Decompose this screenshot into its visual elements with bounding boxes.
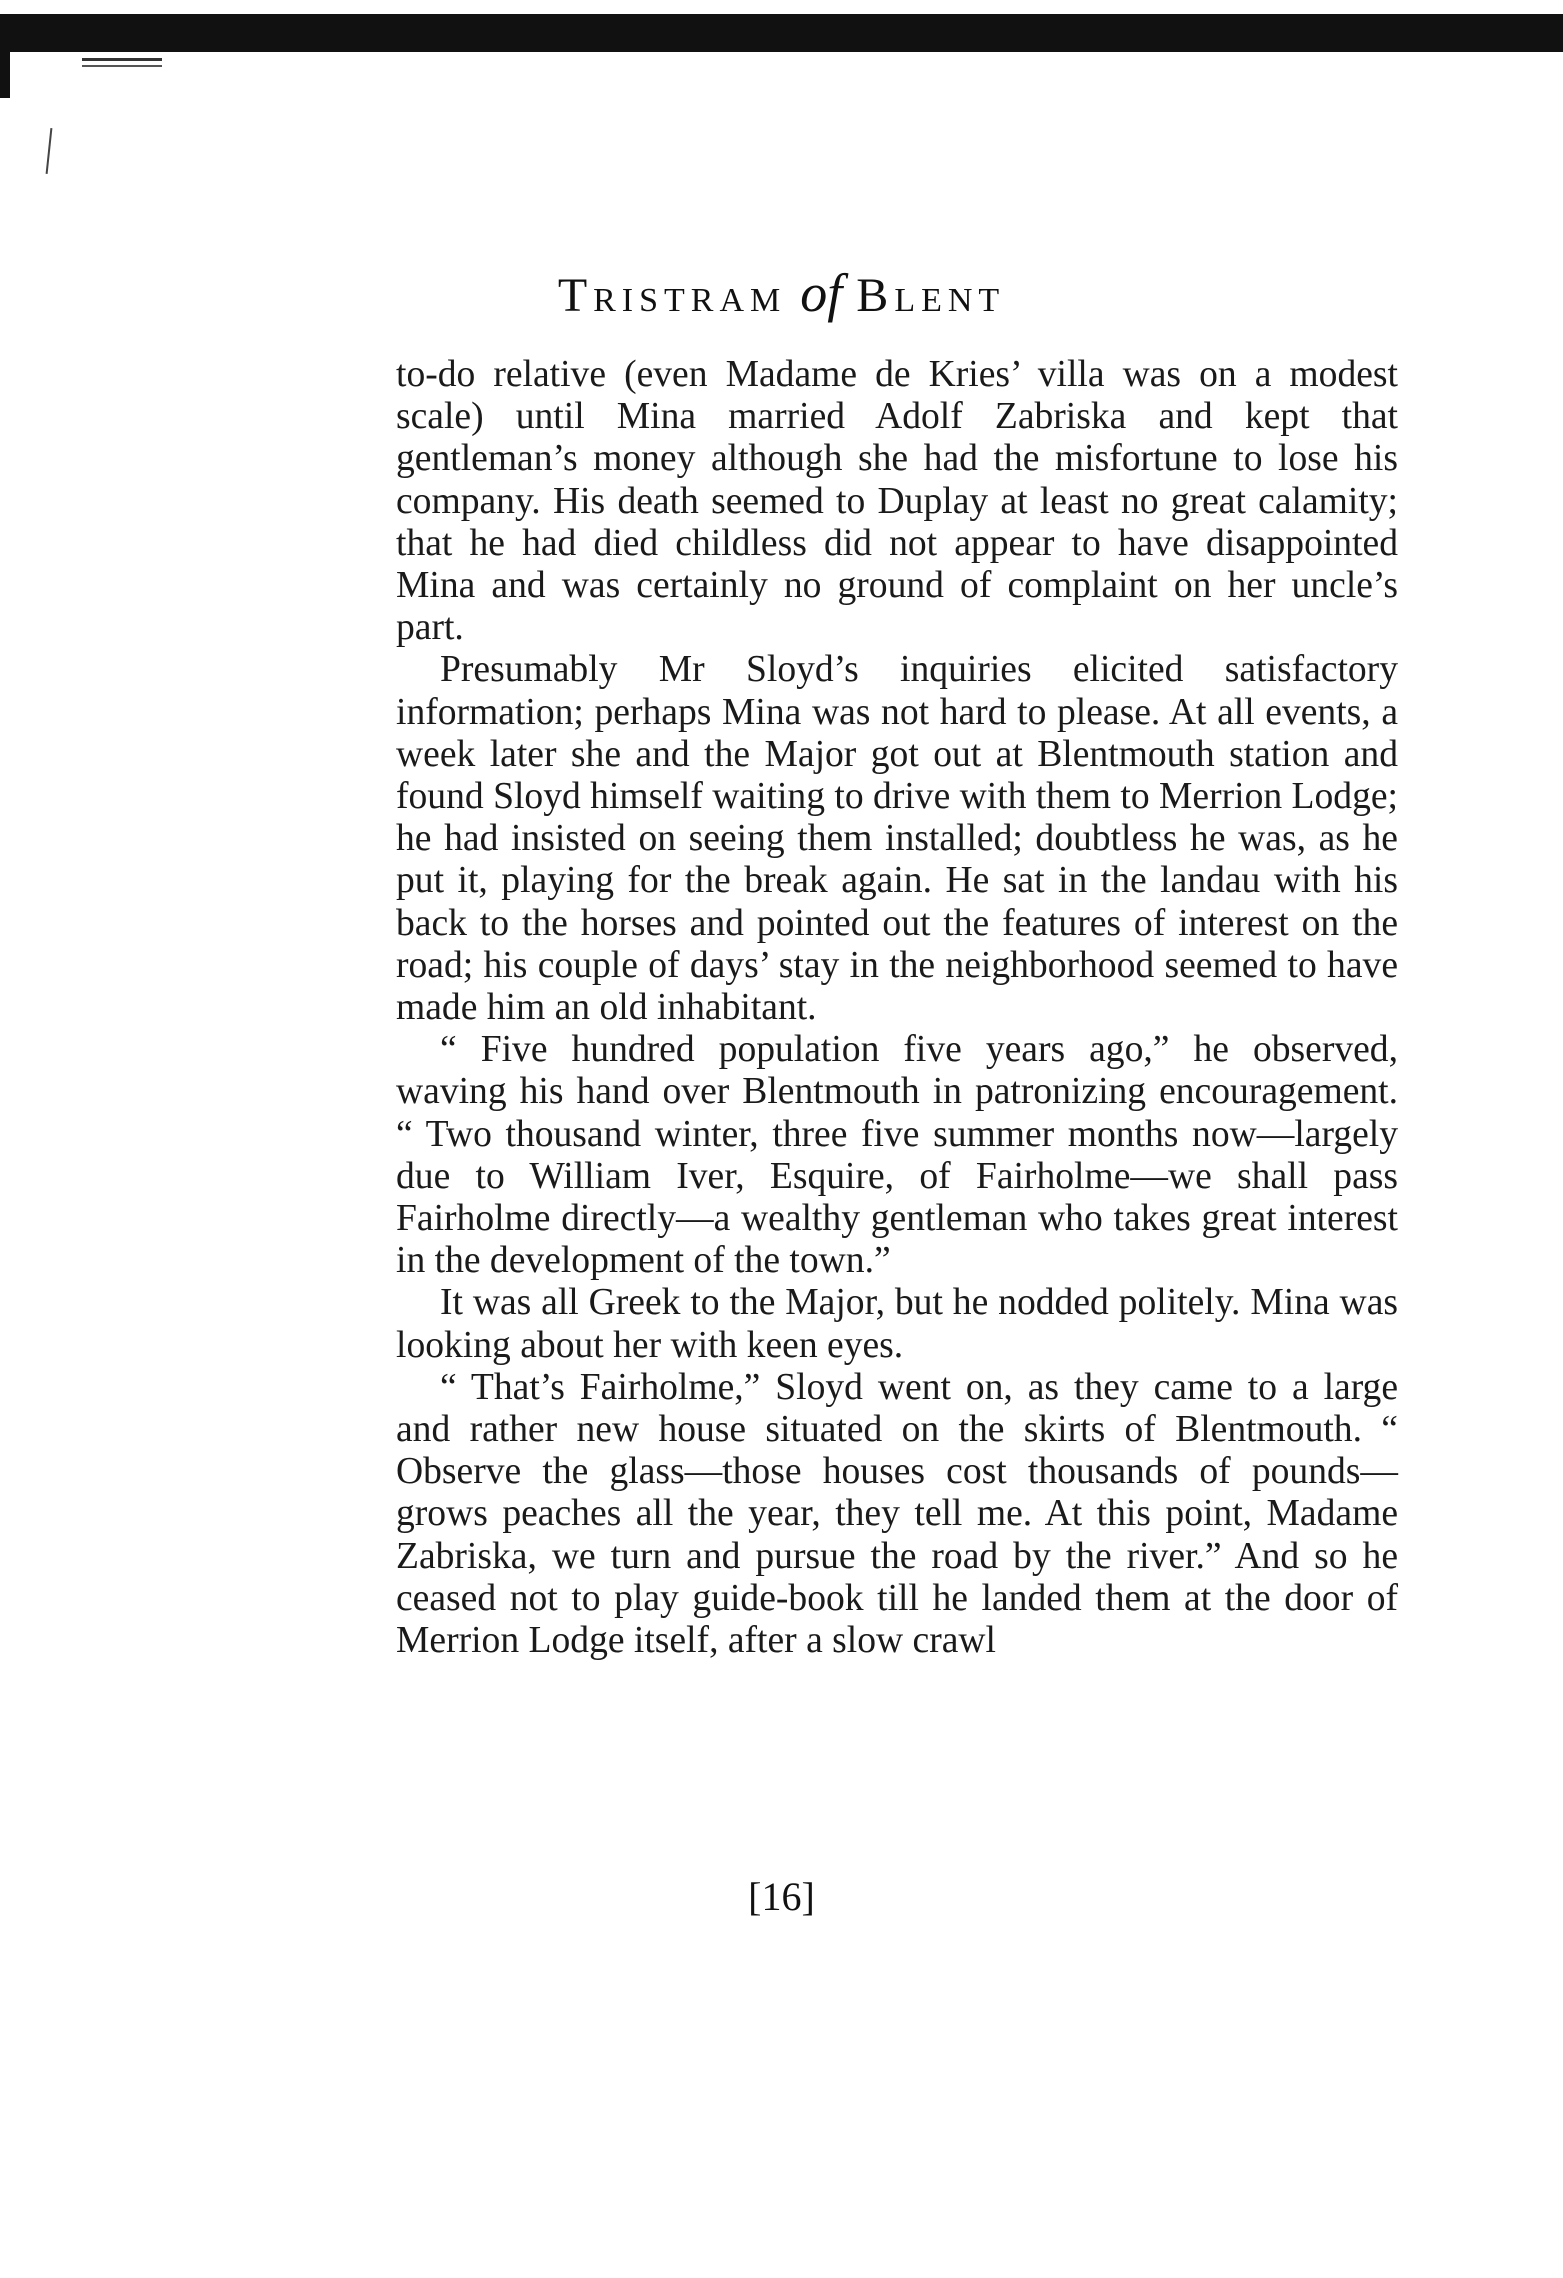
paragraph: It was all Greek to the Major, but he nodded politely. Mina was looking about her with keen eyes. — [396, 1282, 1398, 1366]
running-head-title: Tristram — [557, 269, 787, 322]
running-head — [0, 262, 1563, 324]
decorative-rule — [82, 58, 162, 61]
running-head-title-end: Blent — [856, 269, 1006, 322]
paragraph: “ Five hundred population five years ago,” he observed, waving his hand over Blentmouth in patronizing encouragement. “ Two thousand winter, three five summer months now—largely due to William Iver, Esquire, of Fairholme—we shall pass Fairholme directly—a wealthy gentleman who takes great interest in the development of the town.” — [396, 1029, 1398, 1282]
scan-edge-mark — [0, 40, 10, 98]
running-head-of: of — [800, 263, 843, 323]
paragraph: “ That’s Fairholme,” Sloyd went on, as they came to a large and rather new house situated on the skirts of Blentmouth. “ Observe the glass—those houses cost thousands of pounds—grows peaches all the year, they tell me. At this point, Madame Zabriska, we turn and pursue the road by the river.” And so he ceased not to play guide-book till he landed them at the door of Merrion Lodge itself, after a slow crawl — [396, 1366, 1398, 1662]
body-text — [396, 354, 1398, 1662]
paragraph: to-do relative (even Madame de Kries’ villa was on a modest scale) until Mina married Adolf Zabriska and kept that gentleman’s money although she had the misfortune to lose his company. His death seemed to Duplay at least no great calamity; that he had died childless did not appear to have disappointed Mina and was certainly no ground of complaint on her uncle’s part. — [396, 354, 1398, 649]
margin-mark — [46, 128, 53, 174]
scan-top-border — [0, 14, 1563, 52]
page-number: [16] — [748, 1874, 815, 1919]
decorative-rule — [82, 65, 162, 67]
paragraph: Presumably Mr Sloyd’s inquiries elicited satisfactory information; perhaps Mina was not hard to please. At all events, a week later she and the Major got out at Blentmouth station and found Sloyd himself waiting to drive with them to Merrion Lodge; he had insisted on seeing them installed; doubtless he was, as he put it, playing for the break again. He sat in the landau with his back to the horses and pointed out the features of interest on the road; his couple of days’ stay in the neighborhood seemed to have made him an old inhabitant. — [396, 649, 1398, 1029]
